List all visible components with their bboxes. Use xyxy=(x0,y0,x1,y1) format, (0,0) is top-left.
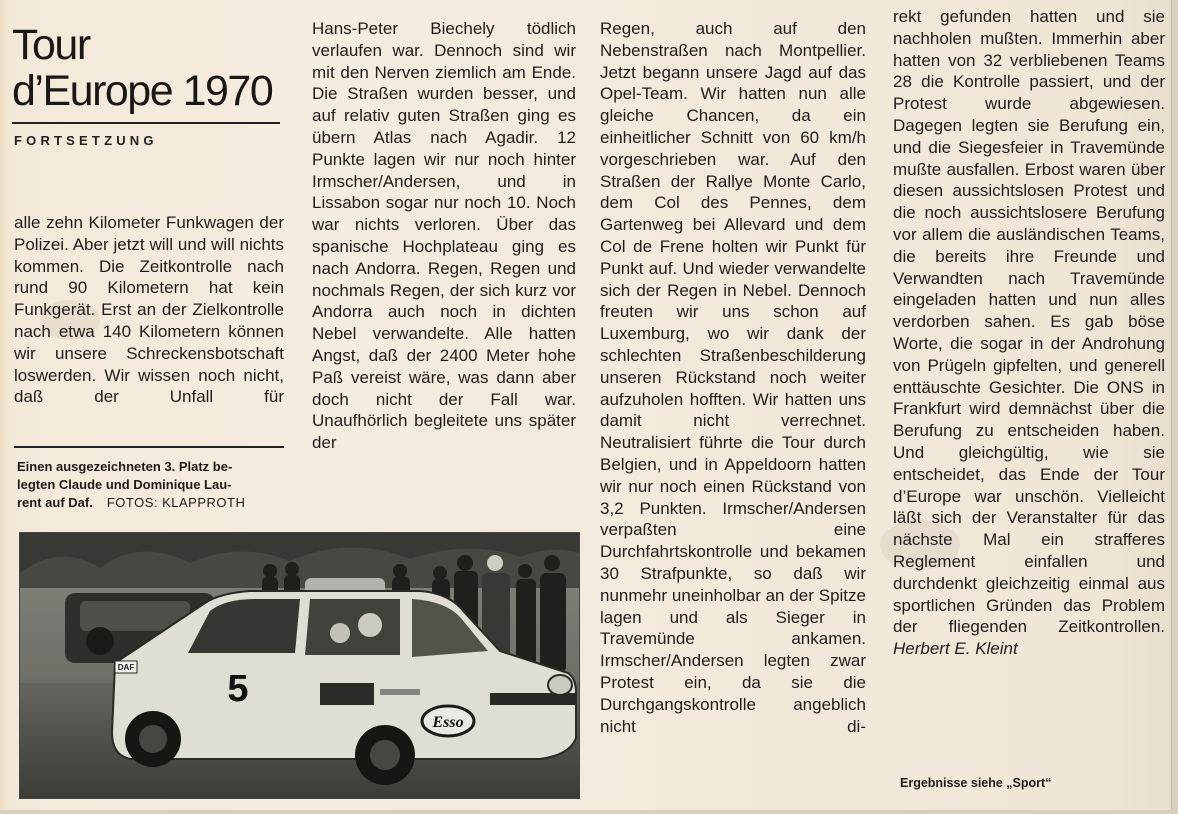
column-paragraph: alle zehn Kilometer Funkwagen der Polizei. Aber jetzt will und will nichts kommen. Die Zeitkontrolle nach rund 90 Kilometern hat kein Funkgerät. Erst an der Zielkontrolle nach etwa 140 Kilometern können wir unsere Schreckensbotschaft loswerden. Wir wissen noch nicht, daß der Unfall für xyxy=(14,213,284,407)
section-kicker: FORTSETZUNG xyxy=(14,133,158,148)
photo-caption xyxy=(17,458,289,512)
column-paragraph: Regen, auch auf den Nebenstraßen nach Montpellier. Jetzt begann unsere Jagd auf das Opel-Team. Wir hatten nun alle gleiche Chancen, da ein einheitlicher Schnitt von 60 km/h vorgeschrieben war. Auf den Straßen der Rallye Monte Carlo, dem Col des Pennes, dem Gartenweg bei Allevard und dem Col de Frene holten wir Punkt für Punkt auf. Und wieder verwandelte sich der Regen in Nebel. Dennoch freuten wir uns schon auf Luxemburg, wo wir dank der schlechten Straßenbeschilderung unseren Rückstand noch weiter aufzuholen hofften. Wir hatten uns damit nicht verrechnet. xyxy=(600,19,866,431)
headline-line-1: Tour xyxy=(12,21,90,69)
author-signature: Herbert E. Kleint xyxy=(893,639,1018,659)
photo-tint xyxy=(20,533,579,798)
photo-credit: FOTOS: KLAPPROTH xyxy=(106,495,246,510)
article-column-4 xyxy=(893,6,1165,660)
article-column-1 xyxy=(14,212,284,408)
caption-line: rent auf Daf. xyxy=(17,495,93,510)
column-paragraph: Hans-Peter Biechely tödlich verlaufen war. Dennoch sind wir mit den Nerven ziemlich am Ende. xyxy=(312,19,576,82)
article-column-2 xyxy=(312,18,576,454)
column-paragraph: Die Straßen wurden besser, und auf relativ guten Straßen ging es übern Atlas nach Agadir. 12 Punkte lagen wir nur noch hinter Irmscher/Andersen, und in Lissabon sogar nur noch 10. Noch war nichts verloren. Über das spanische Hochplateau ging es nach Andorra. Regen, Regen und nochmals Regen, der sich kurz vor Andorra auch noch in dichten Nebel verwandelte. Alle hatten Angst, daß der 2400 Meter hohe Paß vereist wäre, was dann aber doch nicht der Fall war. Unaufhörlich begleitete uns später der xyxy=(312,84,576,453)
page-edge xyxy=(1171,0,1178,814)
rally-car-photo xyxy=(19,532,580,799)
column-text: rekt gefunden hatten und sie nachholen mußten. Immerhin aber hatten von 32 verbliebenen Teams 28 die Kontrolle passiert, und der Protest wurde abgewiesen. Dagegen legten sie Berufung ein, und die Siegesfeier in Travemünde mußte ausfallen. Erbost waren über diesen aussichtslosen Protest und die noch aussichtslosere Berufung vor allem die ausländischen Teams, die bereits ihre Freunde und Verwandten nach Travemünde eingeladen hatten und nun alles verdorben sahen. Es gab böse Worte, die sogar in der Androhung von Prügeln gipfelten, und generell enttäuschte Gesichter. Die ONS in Frankfurt wird demnächst über die Berufung zu entscheiden haben. Und gleichgültig, wie sie entscheidet, das Ende der Tour d’Europe war unschön. Vielleicht läßt sich der Veranstalter für das nächste Mal ein strafferes Reglement einfallen und durchdenkt gleichzeitig einmal aus sportlichen Gründen das Problem der fliegenden Zeitkontrollen. xyxy=(893,7,1165,637)
headline-divider xyxy=(12,122,280,124)
page-edge xyxy=(0,810,1178,814)
results-reference: Ergebnisse siehe „Sport“ xyxy=(900,776,1052,790)
caption-line: Einen ausgezeichneten 3. Platz be- xyxy=(17,459,233,474)
caption-line-with-credit xyxy=(17,494,289,512)
caption-line: legten Claude und Dominique Lau- xyxy=(17,477,232,492)
column-divider xyxy=(14,446,284,448)
article-column-3 xyxy=(600,18,866,737)
column-paragraph xyxy=(893,6,1165,660)
column-paragraph: Neutralisiert führte die Tour durch Belgien, und in Appeldoorn hatten wir nur noch einen Rückstand von 3,2 Punkten. Irmscher/Andersen verpaßten eine Durchfahrtskontrolle und bekamen 30 Strafpunkte, so daß wir nunmehr uneinholbar an der Spitze lagen und als Sieger in Travemünde ankamen. Irmscher/Andersen legten zwar Protest ein, da sie die Durchgangskontrolle angeblich nicht di- xyxy=(600,433,866,736)
page-title xyxy=(12,22,287,114)
photo-illustration xyxy=(20,533,579,798)
headline-line-2: d’Europe 1970 xyxy=(12,67,273,115)
